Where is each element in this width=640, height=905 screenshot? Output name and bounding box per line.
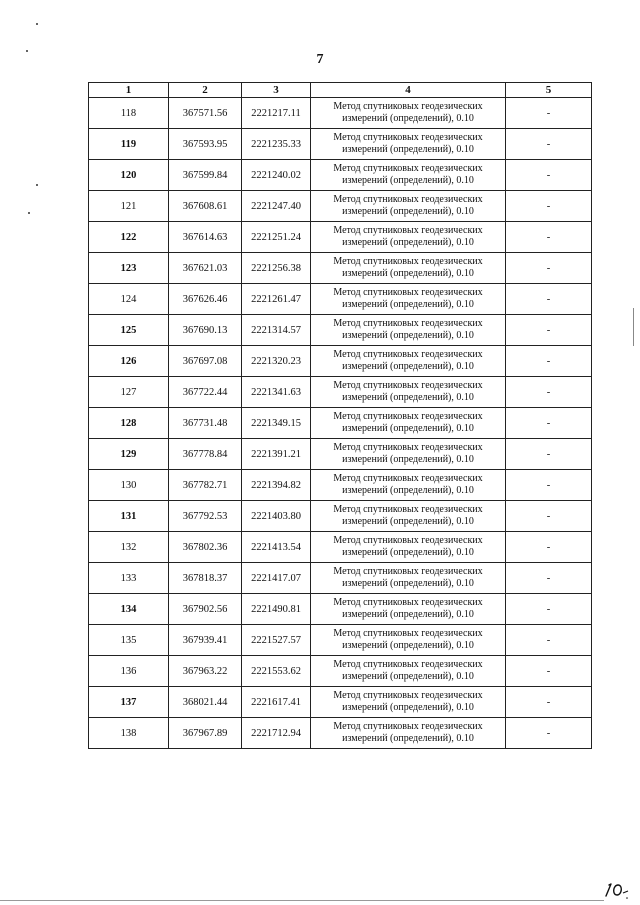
point-number-cell: 122 xyxy=(89,222,169,253)
method-text-line: Метод спутниковых геодезических xyxy=(333,473,483,484)
y-coordinate-cell: 2221247.40 xyxy=(242,191,311,222)
point-number-cell: 119 xyxy=(89,129,169,160)
y-coordinate-cell: 2221256.38 xyxy=(242,253,311,284)
method-text-line: измерений (определений), 0.10 xyxy=(342,392,474,403)
point-number-cell: 132 xyxy=(89,532,169,563)
column-5-cell: - xyxy=(506,160,592,191)
column-5-cell: - xyxy=(506,346,592,377)
method-cell xyxy=(311,470,506,501)
point-number-cell: 124 xyxy=(89,284,169,315)
method-text-line: Метод спутниковых геодезических xyxy=(333,442,483,453)
column-5-cell: - xyxy=(506,377,592,408)
x-coordinate-cell: 367571.56 xyxy=(169,98,242,129)
column-5-cell: - xyxy=(506,718,592,749)
page-number: 7 xyxy=(316,52,324,67)
column-5-cell: - xyxy=(506,563,592,594)
point-number-cell: 128 xyxy=(89,408,169,439)
point-number-cell: 134 xyxy=(89,594,169,625)
table-row xyxy=(89,284,592,315)
method-cell xyxy=(311,98,506,129)
method-text-line: Метод спутниковых геодезических xyxy=(333,225,483,236)
table-row xyxy=(89,532,592,563)
y-coordinate-cell: 2221553.62 xyxy=(242,656,311,687)
coordinates-table xyxy=(88,82,592,749)
column-5-cell: - xyxy=(506,439,592,470)
x-coordinate-cell: 367621.03 xyxy=(169,253,242,284)
table-row xyxy=(89,687,592,718)
y-coordinate-cell: 2221417.07 xyxy=(242,563,311,594)
method-text-line: измерений (определений), 0.10 xyxy=(342,144,474,155)
method-text-line: Метод спутниковых геодезических xyxy=(333,380,483,391)
table-row xyxy=(89,315,592,346)
method-text-line: Метод спутниковых геодезических xyxy=(333,690,483,701)
point-number-cell: 126 xyxy=(89,346,169,377)
table-row xyxy=(89,718,592,749)
method-text-line: измерений (определений), 0.10 xyxy=(342,423,474,434)
method-cell xyxy=(311,346,506,377)
column-5-cell: - xyxy=(506,470,592,501)
table-row xyxy=(89,625,592,656)
method-text-line: измерений (определений), 0.10 xyxy=(342,361,474,372)
header-col-5: 5 xyxy=(506,83,592,98)
method-cell xyxy=(311,129,506,160)
x-coordinate-cell: 368021.44 xyxy=(169,687,242,718)
method-cell xyxy=(311,408,506,439)
table-row xyxy=(89,470,592,501)
table-header-row xyxy=(89,83,592,98)
table-body xyxy=(89,98,592,749)
x-coordinate-cell: 367782.71 xyxy=(169,470,242,501)
y-coordinate-cell: 2221349.15 xyxy=(242,408,311,439)
table-row xyxy=(89,563,592,594)
table-row xyxy=(89,594,592,625)
method-text-line: измерений (определений), 0.10 xyxy=(342,547,474,558)
method-cell xyxy=(311,563,506,594)
y-coordinate-cell: 2221403.80 xyxy=(242,501,311,532)
x-coordinate-cell: 367902.56 xyxy=(169,594,242,625)
table-row xyxy=(89,377,592,408)
table-row xyxy=(89,129,592,160)
method-cell xyxy=(311,222,506,253)
column-5-cell: - xyxy=(506,315,592,346)
method-text-line: Метод спутниковых геодезических xyxy=(333,101,483,112)
method-text-line: Метод спутниковых геодезических xyxy=(333,504,483,515)
point-number-cell: 127 xyxy=(89,377,169,408)
method-text-line: Метод спутниковых геодезических xyxy=(333,349,483,360)
y-coordinate-cell: 2221240.02 xyxy=(242,160,311,191)
x-coordinate-cell: 367722.44 xyxy=(169,377,242,408)
method-text-line: измерений (определений), 0.10 xyxy=(342,640,474,651)
method-cell xyxy=(311,718,506,749)
method-cell xyxy=(311,284,506,315)
method-cell xyxy=(311,687,506,718)
column-5-cell: - xyxy=(506,625,592,656)
point-number-cell: 136 xyxy=(89,656,169,687)
method-text-line: Метод спутниковых геодезических xyxy=(333,659,483,670)
point-number-cell: 138 xyxy=(89,718,169,749)
method-text-line: измерений (определений), 0.10 xyxy=(342,268,474,279)
method-cell xyxy=(311,656,506,687)
table-row xyxy=(89,656,592,687)
method-text-line: Метод спутниковых геодезических xyxy=(333,721,483,732)
method-text-line: измерений (определений), 0.10 xyxy=(342,454,474,465)
x-coordinate-cell: 367967.89 xyxy=(169,718,242,749)
method-cell xyxy=(311,532,506,563)
scan-mark xyxy=(36,23,38,25)
method-text-line: измерений (определений), 0.10 xyxy=(342,578,474,589)
method-cell xyxy=(311,594,506,625)
x-coordinate-cell: 367690.13 xyxy=(169,315,242,346)
method-cell xyxy=(311,160,506,191)
y-coordinate-cell: 2221712.94 xyxy=(242,718,311,749)
x-coordinate-cell: 367963.22 xyxy=(169,656,242,687)
method-text-line: Метод спутниковых геодезических xyxy=(333,256,483,267)
point-number-cell: 135 xyxy=(89,625,169,656)
method-text-line: измерений (определений), 0.10 xyxy=(342,237,474,248)
method-text-line: Метод спутниковых геодезических xyxy=(333,194,483,205)
method-text-line: Метод спутниковых геодезических xyxy=(333,318,483,329)
x-coordinate-cell: 367939.41 xyxy=(169,625,242,656)
method-text-line: измерений (определений), 0.10 xyxy=(342,516,474,527)
column-5-cell: - xyxy=(506,284,592,315)
y-coordinate-cell: 2221413.54 xyxy=(242,532,311,563)
x-coordinate-cell: 367626.46 xyxy=(169,284,242,315)
x-coordinate-cell: 367818.37 xyxy=(169,563,242,594)
x-coordinate-cell: 367608.61 xyxy=(169,191,242,222)
method-cell xyxy=(311,315,506,346)
table-row xyxy=(89,408,592,439)
y-coordinate-cell: 2221261.47 xyxy=(242,284,311,315)
point-number-cell: 137 xyxy=(89,687,169,718)
point-number-cell: 120 xyxy=(89,160,169,191)
column-5-cell: - xyxy=(506,408,592,439)
table-row xyxy=(89,222,592,253)
x-coordinate-cell: 367593.95 xyxy=(169,129,242,160)
point-number-cell: 130 xyxy=(89,470,169,501)
x-coordinate-cell: 367731.48 xyxy=(169,408,242,439)
method-cell xyxy=(311,625,506,656)
y-coordinate-cell: 2221251.24 xyxy=(242,222,311,253)
column-5-cell: - xyxy=(506,129,592,160)
method-text-line: измерений (определений), 0.10 xyxy=(342,733,474,744)
scan-mark xyxy=(26,50,28,52)
x-coordinate-cell: 367599.84 xyxy=(169,160,242,191)
y-coordinate-cell: 2221341.63 xyxy=(242,377,311,408)
method-text-line: Метод спутниковых геодезических xyxy=(333,132,483,143)
y-coordinate-cell: 2221391.21 xyxy=(242,439,311,470)
scan-mark xyxy=(36,184,38,186)
point-number-cell: 118 xyxy=(89,98,169,129)
method-text-line: Метод спутниковых геодезических xyxy=(333,628,483,639)
x-coordinate-cell: 367697.08 xyxy=(169,346,242,377)
column-5-cell: - xyxy=(506,656,592,687)
point-number-cell: 129 xyxy=(89,439,169,470)
header-col-1: 1 xyxy=(89,83,169,98)
header-col-2: 2 xyxy=(169,83,242,98)
method-cell xyxy=(311,191,506,222)
method-text-line: Метод спутниковых геодезических xyxy=(333,163,483,174)
scan-mark xyxy=(28,212,30,214)
point-number-cell: 125 xyxy=(89,315,169,346)
y-coordinate-cell: 2221217.11 xyxy=(242,98,311,129)
header-col-4: 4 xyxy=(311,83,506,98)
method-cell xyxy=(311,501,506,532)
method-text-line: измерений (определений), 0.10 xyxy=(342,175,474,186)
column-5-cell: - xyxy=(506,594,592,625)
column-5-cell: - xyxy=(506,253,592,284)
method-text-line: измерений (определений), 0.10 xyxy=(342,206,474,217)
table-row xyxy=(89,191,592,222)
y-coordinate-cell: 2221617.41 xyxy=(242,687,311,718)
method-text-line: Метод спутниковых геодезических xyxy=(333,411,483,422)
column-5-cell: - xyxy=(506,222,592,253)
handwritten-page-number xyxy=(602,880,632,900)
method-text-line: измерений (определений), 0.10 xyxy=(342,671,474,682)
method-text-line: измерений (определений), 0.10 xyxy=(342,113,474,124)
column-5-cell: - xyxy=(506,191,592,222)
method-cell xyxy=(311,377,506,408)
table-row xyxy=(89,253,592,284)
method-text-line: измерений (определений), 0.10 xyxy=(342,609,474,620)
method-text-line: измерений (определений), 0.10 xyxy=(342,485,474,496)
column-5-cell: - xyxy=(506,501,592,532)
y-coordinate-cell: 2221320.23 xyxy=(242,346,311,377)
method-text-line: измерений (определений), 0.10 xyxy=(342,330,474,341)
method-text-line: измерений (определений), 0.10 xyxy=(342,702,474,713)
table-row xyxy=(89,98,592,129)
method-cell xyxy=(311,439,506,470)
y-coordinate-cell: 2221235.33 xyxy=(242,129,311,160)
point-number-cell: 121 xyxy=(89,191,169,222)
point-number-cell: 133 xyxy=(89,563,169,594)
x-coordinate-cell: 367792.53 xyxy=(169,501,242,532)
page-bottom-line xyxy=(0,900,604,901)
column-5-cell: - xyxy=(506,532,592,563)
method-text-line: Метод спутниковых геодезических xyxy=(333,287,483,298)
y-coordinate-cell: 2221490.81 xyxy=(242,594,311,625)
y-coordinate-cell: 2221527.57 xyxy=(242,625,311,656)
method-text-line: Метод спутниковых геодезических xyxy=(333,535,483,546)
x-coordinate-cell: 367802.36 xyxy=(169,532,242,563)
method-text-line: Метод спутниковых геодезических xyxy=(333,597,483,608)
table-row xyxy=(89,439,592,470)
scan-edge-line xyxy=(633,308,634,346)
table-row xyxy=(89,501,592,532)
method-text-line: измерений (определений), 0.10 xyxy=(342,299,474,310)
method-text-line: Метод спутниковых геодезических xyxy=(333,566,483,577)
point-number-cell: 123 xyxy=(89,253,169,284)
table-row xyxy=(89,160,592,191)
x-coordinate-cell: 367778.84 xyxy=(169,439,242,470)
x-coordinate-cell: 367614.63 xyxy=(169,222,242,253)
header-col-3: 3 xyxy=(242,83,311,98)
column-5-cell: - xyxy=(506,687,592,718)
y-coordinate-cell: 2221314.57 xyxy=(242,315,311,346)
table-row xyxy=(89,346,592,377)
y-coordinate-cell: 2221394.82 xyxy=(242,470,311,501)
point-number-cell: 131 xyxy=(89,501,169,532)
method-cell xyxy=(311,253,506,284)
column-5-cell: - xyxy=(506,98,592,129)
